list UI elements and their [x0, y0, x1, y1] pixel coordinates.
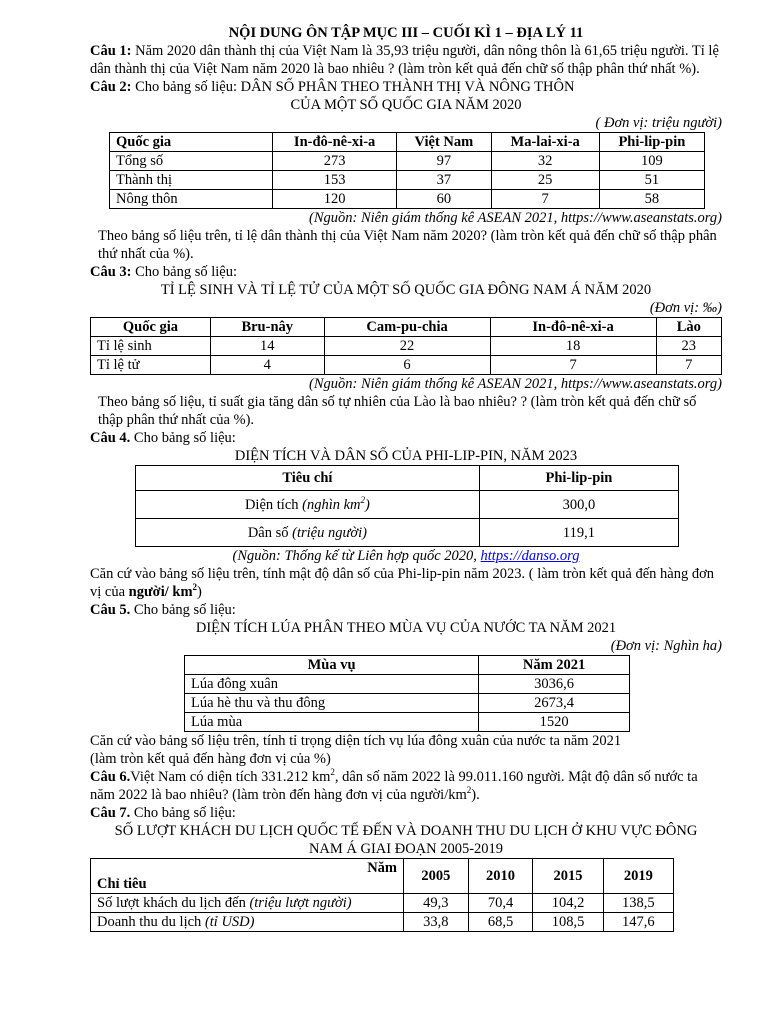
- table-row: Tỉ lệ tử 4 6 7 7: [91, 356, 722, 375]
- question-7-label: Câu 7.: [90, 805, 131, 821]
- philippines-table: [135, 465, 679, 547]
- question-7-table-title-2: NAM Á GIAI ĐOẠN 2005-2019: [308, 841, 504, 857]
- table-row: Lúa mùa 1520: [185, 713, 630, 732]
- table-header-row: Năm Chỉ tiêu 2005 2010 2015 2019: [91, 859, 674, 894]
- birth-death-table: [90, 317, 722, 375]
- source-link[interactable]: https://danso.org: [480, 548, 580, 564]
- table-row: Diện tích (nghìn $km^2$) 300,0: [136, 491, 679, 519]
- table-row: Nông thôn 120 60 7 58: [110, 190, 705, 209]
- table-header-row: Tiêu chí Phi-lip-pin: [136, 466, 679, 491]
- question-4-label: Câu 4.: [90, 430, 131, 446]
- question-2-source: (Nguồn: Niên giám thống kê ASEAN 2021, https://www.aseanstats.org): [309, 210, 722, 226]
- question-1-label: Câu 1:: [90, 43, 132, 59]
- question-1-text: Năm 2020 dân thành thị của Việt Nam là 35,93 triệu người, dân nông thôn là 61,65 triệu người. Tỉ lệ dân thành thị của Việt Nam năm 2020 là bao nhiêu ? (làm tròn kết quả đến chữ số thập phân thứ nhất %).: [90, 43, 719, 77]
- table-row: Số lượt khách du lịch đến (triệu lượt người) 49,3 70,4 104,2 138,5: [91, 894, 674, 913]
- question-4-table-title: DIỆN TÍCH VÀ DÂN SỐ CỦA PHI-LIP-PIN, NĂM 2023: [234, 448, 578, 464]
- page-title: NỘI DUNG ÔN TẬP MỤC III – CUỐI KÌ 1 – ĐỊA LÝ 11: [228, 25, 584, 41]
- population-table: [109, 132, 705, 209]
- table-header-row: Quốc gia Bru-nây Cam-pu-chia In-đô-nê-xi-a Lào: [91, 318, 722, 337]
- table-row: Tỉ lệ sinh 14 22 18 23: [91, 337, 722, 356]
- question-3-label: Câu 3:: [90, 264, 132, 280]
- rice-area-table: [184, 655, 630, 732]
- table-header-row: Mùa vụ Năm 2021: [185, 656, 630, 675]
- question-7-table-title: SỐ LƯỢT KHÁCH DU LỊCH QUỐC TẾ ĐẾN VÀ DOANH THU DU LỊCH Ở KHU VỰC ĐÔNG: [114, 823, 698, 839]
- table-row: Dân số (triệu người) 119,1: [136, 519, 679, 547]
- question-5-label: Câu 5.: [90, 602, 131, 618]
- table-row: Lúa đông xuân 3036,6: [185, 675, 630, 694]
- question-1: [90, 42, 722, 78]
- question-7-intro: Câu 7. Cho bảng số liệu:: [90, 805, 236, 821]
- question-2-intro: Câu 2: Cho bảng số liệu: DÂN SỐ PHÂN THEO THÀNH THỊ VÀ NÔNG THÔN: [90, 79, 575, 95]
- question-4-source: (Nguồn: Thống kế từ Liên hợp quốc 2020, https://danso.org: [232, 548, 580, 564]
- question-5-unit: (Đơn vị: Nghìn ha): [610, 638, 722, 654]
- question-2-label: Câu 2:: [90, 79, 132, 95]
- question-5-intro: Câu 5. Cho bảng số liệu:: [90, 602, 236, 618]
- question-4-text: Căn cứ vào bảng số liệu trên, tính mật độ dân số của Phi-lip-pin năm 2023. ( làm tròn kết quả đến hàng đơn vị của người/ $km^2$): [90, 566, 714, 600]
- question-5-note: (làm tròn kết quả đến hàng đơn vị của %): [90, 751, 331, 767]
- question-5-text: Căn cứ vào bảng số liệu trên, tính tỉ trọng diện tích vụ lúa đông xuân của nước ta năm 2021: [90, 733, 622, 749]
- question-3-source: (Nguồn: Niên giám thống kê ASEAN 2021, https://www.aseanstats.org): [309, 376, 722, 392]
- question-3-unit: (Đơn vị: ‰): [649, 300, 722, 316]
- question-5-table-title: DIỆN TÍCH LÚA PHÂN THEO MÙA VỤ CỦA NƯỚC TA NĂM 2021: [195, 620, 617, 636]
- table-row: Lúa hè thu và thu đông 2673,4: [185, 694, 630, 713]
- table-row: Doanh thu du lịch (tỉ USD) 33,8 68,5 108,5 147,6: [91, 913, 674, 932]
- question-4-intro: Câu 4. Cho bảng số liệu:: [90, 430, 236, 446]
- question-6: Câu 6.Việt Nam có diện tích 331.212 $km^2$, dân số năm 2022 là 99.011.160 người. Mật độ dân số nước ta năm 2022 là bao nhiêu? (làm tròn đến hàng đơn vị của người/$km^2$).: [90, 767, 698, 803]
- question-3-intro: Câu 3: Cho bảng số liệu:: [90, 264, 238, 280]
- table-row: Thành thị 153 37 25 51: [110, 171, 705, 190]
- tourism-table: [90, 858, 674, 932]
- question-2-table-title: CỦA MỘT SỐ QUỐC GIA NĂM 2020: [290, 97, 522, 113]
- question-3-table-title: TỈ LỆ SINH VÀ TỈ LỆ TỬ CỦA MỘT SỐ QUỐC GIA ĐÔNG NAM Á NĂM 2020: [160, 282, 652, 298]
- question-2-unit: ( Đơn vị: triệu người): [595, 115, 722, 131]
- table-row: Tổng số 273 97 32 109: [110, 152, 705, 171]
- question-3-text: Theo bảng số liệu, tỉ suất gia tăng dân số tự nhiên của Lào là bao nhiêu? ? (làm tròn kết quả đến chữ số thập phân thứ nhất của %).: [98, 394, 697, 428]
- table-header-row: Quốc gia In-đô-nê-xi-a Việt Nam Ma-lai-xi-a Phi-lip-pin: [110, 133, 705, 152]
- question-6-label: Câu 6.: [90, 769, 131, 785]
- question-2-text: Theo bảng số liệu trên, tỉ lệ dân thành thị của Việt Nam năm 2020? (làm tròn kết quả đến chữ số thập phân thứ nhất của %).: [98, 228, 717, 262]
